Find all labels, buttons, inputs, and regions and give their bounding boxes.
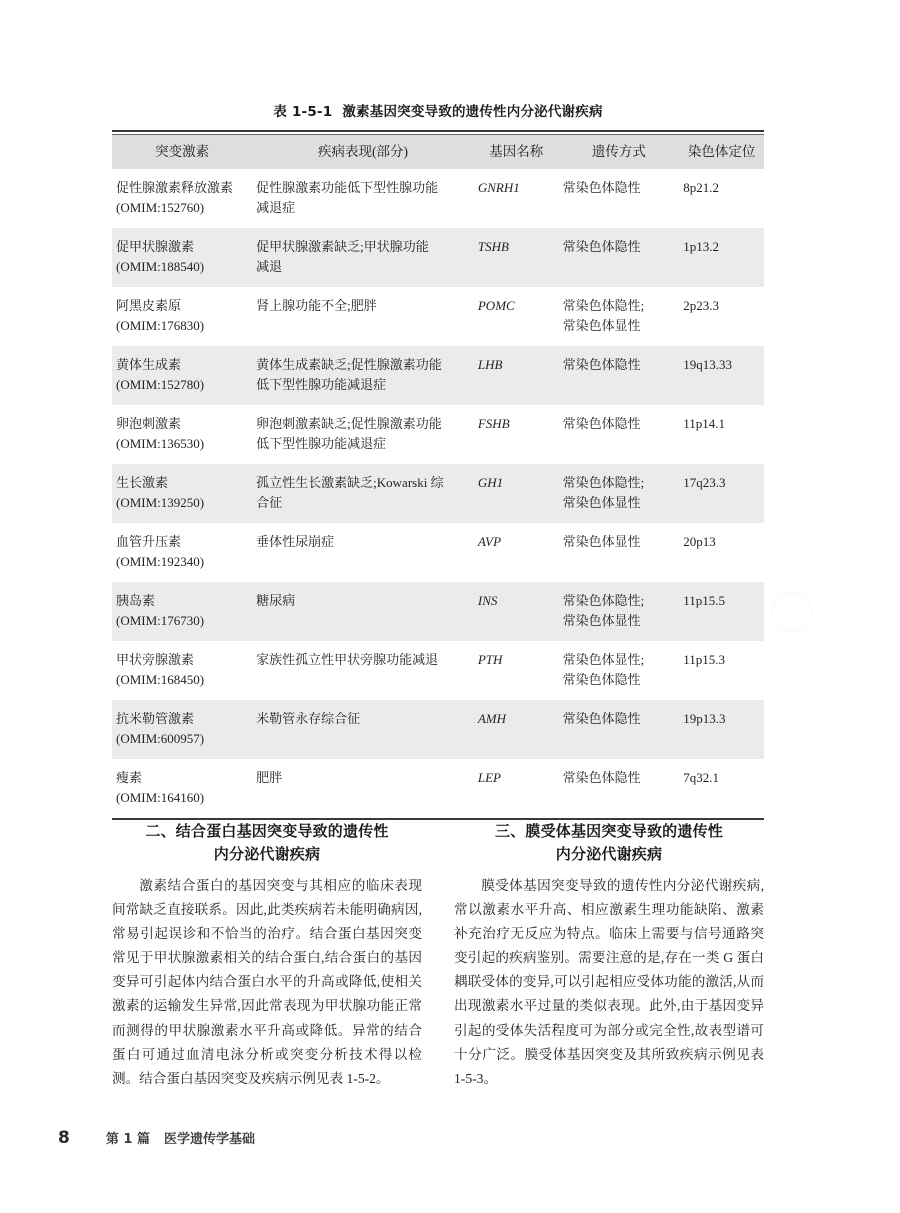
- section-heading-2: [112, 820, 422, 867]
- hormone-omim: (OMIM:152780): [116, 376, 205, 392]
- cell-hormone: [112, 169, 252, 228]
- inheritance-line-2: 常染色体显性: [562, 612, 641, 628]
- disease-line-1: 米勒管永存综合征: [256, 711, 361, 727]
- cell-disease: [252, 405, 474, 464]
- hormone-name: 瘦素: [116, 770, 143, 786]
- hormone-omim: (OMIM:139250): [116, 494, 205, 510]
- disease-line-1: 卵泡刺激素缺乏;促性腺激素功能: [256, 416, 442, 432]
- cell-gene-symbol: AVP: [474, 523, 559, 582]
- disease-line-1: 肾上腺功能不全;肥胖: [256, 298, 377, 314]
- col-header-inheritance: 遗传方式: [591, 144, 646, 159]
- cell-disease: [252, 169, 474, 228]
- cell-hormone: [112, 464, 252, 523]
- cell-disease: [252, 346, 474, 405]
- hormone-omim: (OMIM:168450): [116, 671, 205, 687]
- section-heading-3-line2: 内分泌代谢疾病: [555, 845, 663, 864]
- table-row: [112, 464, 764, 523]
- cell-gene-symbol: FSHB: [474, 405, 559, 464]
- disease-line-2: 合征: [256, 494, 283, 510]
- cell-disease: [252, 700, 474, 759]
- table-header-row: [112, 135, 764, 169]
- cell-hormone: [112, 700, 252, 759]
- inheritance-line-1: 常染色体隐性;: [562, 475, 645, 491]
- cell-inheritance: [559, 523, 680, 582]
- cell-inheritance: [559, 346, 680, 405]
- cell-inheritance: [559, 287, 680, 346]
- cell-chromosome-locus: 19q13.33: [679, 346, 764, 405]
- body-columns: [112, 820, 764, 1091]
- cell-chromosome-locus: 11p15.5: [679, 582, 764, 641]
- disease-line-1: 黄体生成素缺乏;促性腺激素功能: [256, 357, 442, 373]
- hormone-name: 黄体生成素: [116, 357, 182, 373]
- table-row: [112, 346, 764, 405]
- cell-hormone: [112, 582, 252, 641]
- table-row: [112, 169, 764, 228]
- cell-chromosome-locus: 7q32.1: [679, 759, 764, 818]
- cell-hormone: [112, 346, 252, 405]
- table-row: [112, 405, 764, 464]
- cell-inheritance: [559, 759, 680, 818]
- table-caption-number: 表 1-5-1: [273, 104, 333, 120]
- cell-gene-symbol: AMH: [474, 700, 559, 759]
- table-row: [112, 287, 764, 346]
- table-caption-title: 激素基因突变导致的遗传性内分泌代谢疾病: [342, 104, 603, 120]
- hormone-omim: (OMIM:152760): [116, 199, 205, 215]
- cell-disease: [252, 523, 474, 582]
- hormone-name: 卵泡刺激素: [116, 416, 182, 432]
- cell-chromosome-locus: 8p21.2: [679, 169, 764, 228]
- inheritance-line-2: 常染色体显性: [562, 317, 641, 333]
- inheritance-line-1: 常染色体显性;: [562, 652, 645, 668]
- hormone-name: 阿黑皮素原: [116, 298, 182, 314]
- disease-line-2: 低下型性腺功能减退症: [256, 435, 387, 451]
- hormone-omim: (OMIM:600957): [116, 730, 205, 746]
- cell-inheritance: [559, 464, 680, 523]
- inheritance-line-1: 常染色体隐性: [562, 416, 641, 432]
- disease-line-1: 肥胖: [256, 770, 283, 786]
- hormone-omim: (OMIM:188540): [116, 258, 205, 274]
- inheritance-line-2: 常染色体隐性: [562, 671, 641, 687]
- hormone-name: 促甲状腺激素: [116, 239, 195, 255]
- disease-line-2: 减退症: [256, 199, 296, 215]
- hormone-name: 促性腺激素释放激素: [116, 180, 234, 196]
- cell-gene-symbol: PTH: [474, 641, 559, 700]
- cell-hormone: [112, 228, 252, 287]
- col-header-disease: 疾病表现(部分): [318, 144, 409, 159]
- cell-hormone: [112, 287, 252, 346]
- cell-gene-symbol: POMC: [474, 287, 559, 346]
- cell-gene-symbol: TSHB: [474, 228, 559, 287]
- inheritance-line-1: 常染色体隐性: [562, 711, 641, 727]
- cell-inheritance: [559, 700, 680, 759]
- cell-inheritance: [559, 228, 680, 287]
- hormone-name: 甲状旁腺激素: [116, 652, 195, 668]
- col-header-hormone: 突变激素: [155, 144, 210, 159]
- cell-chromosome-locus: 1p13.2: [679, 228, 764, 287]
- table-row: [112, 759, 764, 818]
- section-heading-2-line2: 内分泌代谢疾病: [213, 845, 321, 864]
- inheritance-line-1: 常染色体隐性: [562, 239, 641, 255]
- cell-inheritance: [559, 169, 680, 228]
- table-caption: [112, 100, 764, 120]
- disease-line-1: 糖尿病: [256, 593, 296, 609]
- section-heading-3: [454, 820, 764, 867]
- cell-hormone: [112, 759, 252, 818]
- section-3-paragraph: 膜受体基因突变导致的遗传性内分泌代谢疾病,常以激素水平升高、相应激素生理功能缺陷、激素补充治疗无反应为特点。临床上需要与信号通路突变引起的疾病鉴别。需要注意的是,存在一类 G 蛋白耦联受体的变异,可以引起相应受体功能的激活,从而出现激素水平过量的类似表现。此外,由于基因变异引起的受体失活程度可为部分或完全性,故表型谱可十分广泛。膜受体基因突变及其所致疾病示例见表 1-5-3。: [454, 877, 764, 1086]
- cell-disease: [252, 464, 474, 523]
- section-2-paragraph: 激素结合蛋白的基因突变与其相应的临床表现间常缺乏直接联系。因此,此类疾病若未能明确病因,常易引起误诊和不恰当的治疗。结合蛋白基因突变常见于甲状腺激素相关的结合蛋白,结合蛋白的基因变异可引起体内结合蛋白水平的升高或降低,使相关激素的运输发生异常,因此常表现为甲状腺功能正常而测得的甲状腺激素水平升高或降低。异常的结合蛋白可通过血清电泳分析或突变分析技术得以检测。结合蛋白基因突变及疾病示例见表 1-5-2。: [112, 877, 422, 1086]
- page-number: 8: [58, 1128, 70, 1148]
- page-footer: [58, 1128, 255, 1148]
- disease-line-1: 孤立性生长激素缺乏;Kowarski 综: [256, 475, 444, 491]
- inheritance-line-1: 常染色体隐性;: [562, 298, 645, 314]
- inheritance-line-1: 常染色体隐性: [562, 770, 641, 786]
- hormone-gene-table: [112, 135, 764, 818]
- cell-chromosome-locus: 17q23.3: [679, 464, 764, 523]
- table-row: [112, 700, 764, 759]
- hormone-omim: (OMIM:136530): [116, 435, 205, 451]
- col-header-locus: 染色体定位: [687, 144, 756, 159]
- cell-disease: [252, 287, 474, 346]
- decorative-watermark: [772, 592, 812, 632]
- disease-line-1: 垂体性尿崩症: [256, 534, 335, 550]
- table-row: [112, 523, 764, 582]
- table-row: [112, 641, 764, 700]
- cell-chromosome-locus: 11p15.3: [679, 641, 764, 700]
- inheritance-line-1: 常染色体隐性: [562, 357, 641, 373]
- cell-gene-symbol: LEP: [474, 759, 559, 818]
- disease-line-1: 家族性孤立性甲状旁腺功能减退: [256, 652, 439, 668]
- section-heading-2-line1: 二、结合蛋白基因突变导致的遗传性: [145, 822, 389, 840]
- cell-inheritance: [559, 582, 680, 641]
- table-row: [112, 582, 764, 641]
- disease-line-1: 促甲状腺激素缺乏;甲状腺功能: [256, 239, 429, 255]
- table-head: [112, 135, 764, 169]
- cell-gene-symbol: LHB: [474, 346, 559, 405]
- section-heading-3-line1: 三、膜受体基因突变导致的遗传性: [494, 822, 723, 840]
- cell-chromosome-locus: 20p13: [679, 523, 764, 582]
- cell-chromosome-locus: 19p13.3: [679, 700, 764, 759]
- cell-gene-symbol: GH1: [474, 464, 559, 523]
- hormone-omim: (OMIM:176730): [116, 612, 205, 628]
- column-right: [454, 820, 764, 1091]
- cell-hormone: [112, 405, 252, 464]
- cell-inheritance: [559, 641, 680, 700]
- inheritance-line-2: 常染色体显性: [562, 494, 641, 510]
- hormone-name: 抗米勒管激素: [116, 711, 195, 727]
- hormone-name: 血管升压素: [116, 534, 182, 550]
- hormone-omim: (OMIM:176830): [116, 317, 205, 333]
- column-left: [112, 820, 422, 1091]
- cell-hormone: [112, 523, 252, 582]
- cell-disease: [252, 759, 474, 818]
- running-head: [106, 1128, 255, 1147]
- cell-disease: [252, 228, 474, 287]
- cell-chromosome-locus: 2p23.3: [679, 287, 764, 346]
- hormone-name: 生长激素: [116, 475, 169, 491]
- running-head-title: 医学遗传学基础: [163, 1132, 255, 1147]
- inheritance-line-1: 常染色体隐性;: [562, 593, 645, 609]
- hormone-name: 胰岛素: [116, 593, 156, 609]
- disease-line-2: 低下型性腺功能减退症: [256, 376, 387, 392]
- cell-chromosome-locus: 11p14.1: [679, 405, 764, 464]
- table-row: [112, 228, 764, 287]
- disease-line-2: 减退: [256, 258, 283, 274]
- cell-gene-symbol: INS: [474, 582, 559, 641]
- cell-hormone: [112, 641, 252, 700]
- cell-disease: [252, 641, 474, 700]
- table-body: [112, 169, 764, 818]
- hormone-omim: (OMIM:192340): [116, 553, 205, 569]
- col-header-gene: 基因名称: [489, 144, 544, 159]
- inheritance-line-1: 常染色体显性: [562, 534, 641, 550]
- disease-line-1: 促性腺激素功能低下型性腺功能: [256, 180, 439, 196]
- table-block: [112, 100, 764, 820]
- running-head-part: 第 1 篇: [105, 1132, 150, 1147]
- cell-inheritance: [559, 405, 680, 464]
- inheritance-line-1: 常染色体隐性: [562, 180, 641, 196]
- cell-gene-symbol: GNRH1: [474, 169, 559, 228]
- cell-disease: [252, 582, 474, 641]
- hormone-omim: (OMIM:164160): [116, 789, 205, 805]
